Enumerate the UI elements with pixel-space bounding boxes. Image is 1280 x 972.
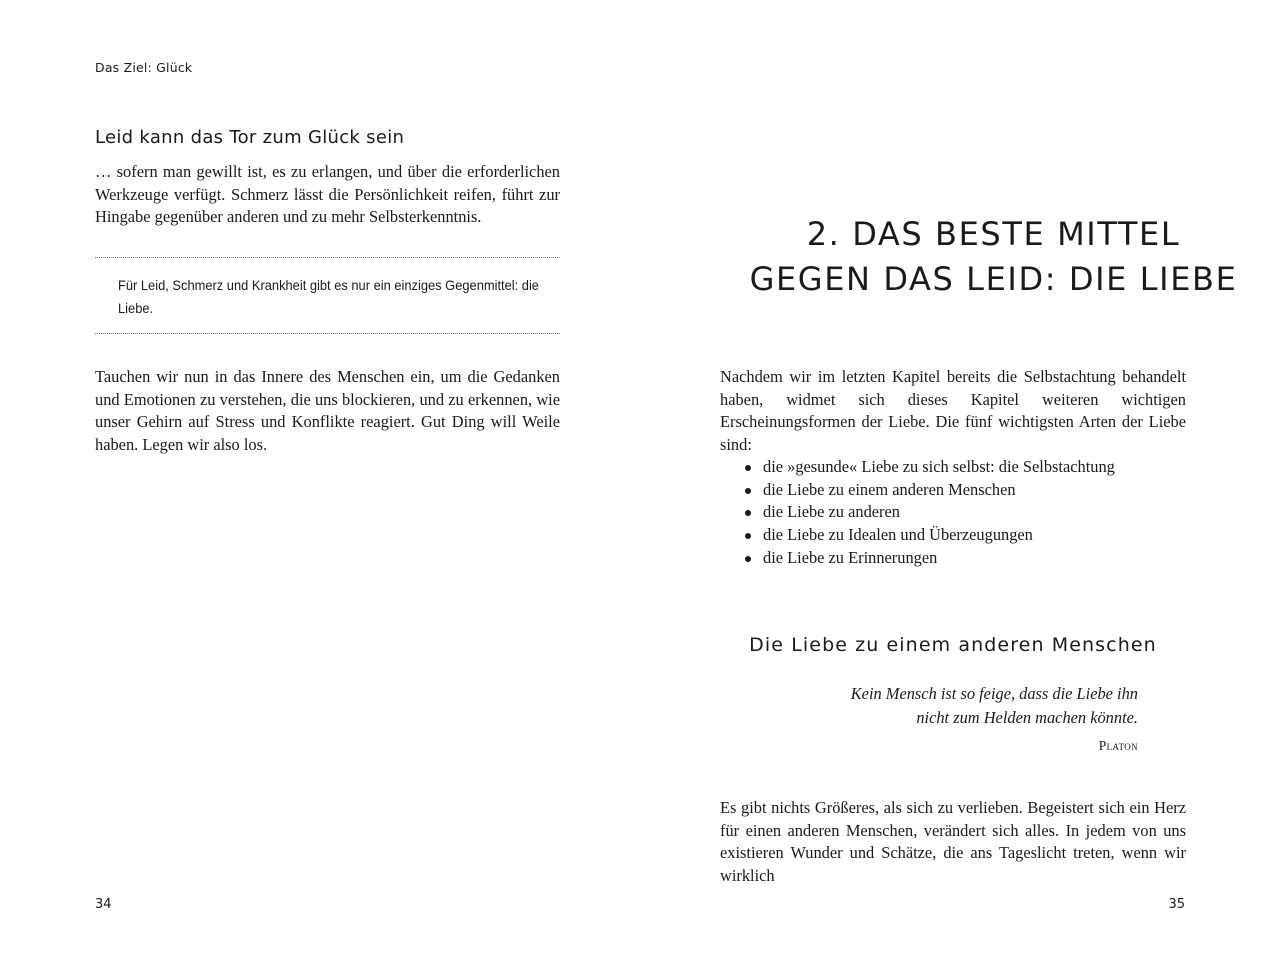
chapter-title-line: GEGEN DAS LEID: DIE LIEBE [749,260,1238,298]
page-number: 34 [95,897,112,912]
list-item [740,501,1115,524]
list-item [740,547,1115,570]
list-item-text: die Liebe zu Idealen und Überzeugungen [763,525,1033,545]
right-page [640,0,1280,972]
section-title: Leid kann das Tor zum Glück sein [95,127,405,148]
bullet-list [740,456,1115,570]
list-item-text: die Liebe zu anderen [763,502,900,522]
bullet-icon [745,510,751,516]
list-item-text: die Liebe zu Erinnerungen [763,547,938,567]
list-item-text: die »gesunde« Liebe zu sich selbst: die Selbstachtung [763,457,1115,476]
page-number: 35 [1168,897,1185,912]
chapter-title-line: 2. DAS BESTE MITTEL [806,215,1181,253]
running-head: Das Ziel: Glück [95,60,193,75]
body-paragraph: Es gibt nichts Größeres, als sich zu verlieben. Begeistert sich ein Herz für einen anderen Menschen, verändert sich alles. In jedem von uns existieren Wunder und Schätze, die ans Tageslicht treten, wenn wir wirklich [720,798,1186,885]
quote-line: Kein Mensch ist so feige, dass die Liebe ihn [850,684,1138,703]
bullet-icon [745,488,751,494]
body-paragraph: … sofern man gewillt ist, es zu erlangen, und über die erforderlichen Werkzeuge verfügt. Schmerz lässt die Persönlichkeit reifen, führt zur Hingabe gegenüber anderen und zu mehr Selbsterkenntnis. [95,162,560,226]
epigraph-quote [800,682,1138,729]
intro-paragraph: Nachdem wir im letzten Kapitel bereits die Selbstachtung behandelt haben, widmet sich dieses Kapitel weiteren wichtigen Erscheinungsformen der Liebe. Die fünf wichtigsten Arten der Liebe sind: [720,367,1186,454]
chapter-title [680,212,1280,302]
list-item-text: die Liebe zu einem anderen Menschen [763,479,1016,499]
list-item [740,524,1115,547]
body-paragraph: Tauchen wir nun in das Innere des Menschen ein, um die Gedanken und Emotionen zu verstehen, die uns blockieren, und zu erkennen, wie unser Gehirn auf Stress und Konflikte reagiert. Gut Ding will Weile haben. Legen wir also los. [95,367,560,454]
list-item [740,479,1115,502]
list-item [740,456,1115,479]
bullet-icon [745,465,751,471]
quote-line: nicht zum Helden machen könnte. [916,707,1138,727]
subheading: Die Liebe zu einem anderen Menschen [749,634,1157,656]
bullet-icon [745,556,751,562]
bullet-icon [745,533,751,539]
callout-box [95,257,560,334]
callout-text: Für Leid, Schmerz und Krankheit gibt es nur ein einziges Gegenmittel: die Liebe. [118,277,539,316]
quote-author: Platon [1098,738,1138,753]
